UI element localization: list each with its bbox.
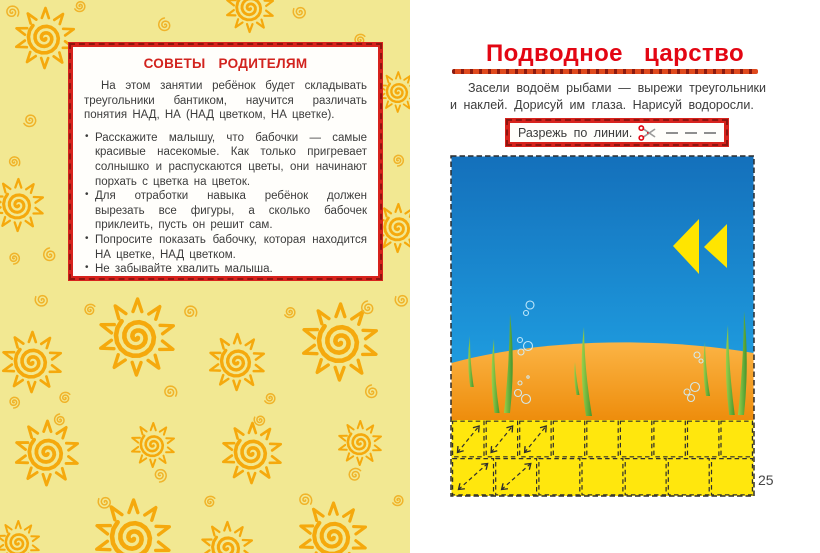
sun-motif xyxy=(379,72,410,112)
cut-line-dashes xyxy=(666,132,716,134)
parent-tips-intro: На этом занятии ребёнок будет складывать треугольники бантиком, научится различать понятия НАД, НА (НАД цветком, НА цветке). xyxy=(84,80,367,122)
sun-motif xyxy=(0,521,39,553)
swirl-motif xyxy=(254,416,264,425)
sun-motif xyxy=(97,500,170,553)
parent-tips-box xyxy=(68,42,383,281)
sun-motif xyxy=(16,8,73,68)
cut-along-line-box xyxy=(505,118,729,147)
parent-tips-list xyxy=(84,131,367,277)
swirl-motif xyxy=(10,253,19,264)
swirl-motif xyxy=(394,155,403,166)
sun-motif xyxy=(3,332,60,392)
swirl-motif xyxy=(185,306,197,316)
swirl-motif xyxy=(44,248,55,261)
swirl-motif xyxy=(293,8,305,18)
sun-motif xyxy=(101,299,174,375)
parent-tip-item: • Попросите показать бабочку, которая находится НА цветке, НАД цветком. xyxy=(84,233,367,262)
scissors-icon xyxy=(638,122,660,144)
swirl-motif xyxy=(55,414,64,425)
sun-motif xyxy=(16,421,77,485)
swirl-motif xyxy=(7,6,19,16)
swirl-motif xyxy=(155,470,166,482)
sun-motif xyxy=(339,421,381,465)
sun-motif xyxy=(0,179,43,231)
swirl-motif xyxy=(10,157,20,166)
sun-motif xyxy=(227,0,273,32)
page-title: Подводное царство xyxy=(485,40,745,67)
cut-dash xyxy=(704,132,716,134)
parent-tip-item: • Расскажите малышу, что бабочки — самые красивые насекомые. Как только пригревает солнышко и распускаются цветы, они начинают порхать с цветка на цветок. xyxy=(84,131,367,189)
swirl-motif xyxy=(265,394,275,404)
swirl-motif xyxy=(159,18,170,31)
sun-motif xyxy=(304,304,377,380)
swirl-motif xyxy=(395,296,407,306)
swirl-motif xyxy=(98,498,110,508)
parent-tip-item: • Не забывайте хвалить малыша. xyxy=(84,262,367,277)
swirl-motif xyxy=(85,304,95,314)
swirl-motif xyxy=(24,115,36,126)
cut-dash xyxy=(666,132,678,134)
title-underline xyxy=(452,69,758,74)
swirl-motif xyxy=(300,494,312,504)
task-instructions: Засели водоём рыбами — вырежи треугольники и наклей. Дорисуй им глаза. Нарисуй водоросли. xyxy=(450,81,766,112)
swirl-motif xyxy=(393,496,403,506)
swirl-motif xyxy=(349,468,360,480)
page-number: 25 xyxy=(758,472,774,488)
swirl-motif xyxy=(205,496,215,506)
right-page xyxy=(410,0,820,553)
cut-along-line-label: Разрежь по линии. xyxy=(518,125,633,140)
swirl-motif xyxy=(60,392,70,402)
swirl-motif xyxy=(10,397,19,408)
swirl-motif xyxy=(285,308,295,318)
sun-motif xyxy=(301,503,366,553)
swirl-motif xyxy=(75,2,85,12)
sun-motif xyxy=(202,522,252,553)
sun-motif xyxy=(223,423,280,483)
sun-motif xyxy=(132,423,174,467)
cut-dash xyxy=(685,132,697,134)
swirl-motif xyxy=(362,301,373,314)
sun-motif xyxy=(210,334,264,390)
parent-tip-item: • Для отработки навыка ребёнок должен вырезать все фигуры, а сколько бабочек приклеить, пусть он решит сам. xyxy=(84,189,367,233)
parent-tips-title: СОВЕТЫ РОДИТЕЛЯМ xyxy=(143,56,308,71)
swirl-motif xyxy=(35,296,47,306)
swirl-motif xyxy=(366,385,377,398)
swirl-motif xyxy=(165,386,177,396)
underwater-scene-illustration xyxy=(450,155,755,497)
